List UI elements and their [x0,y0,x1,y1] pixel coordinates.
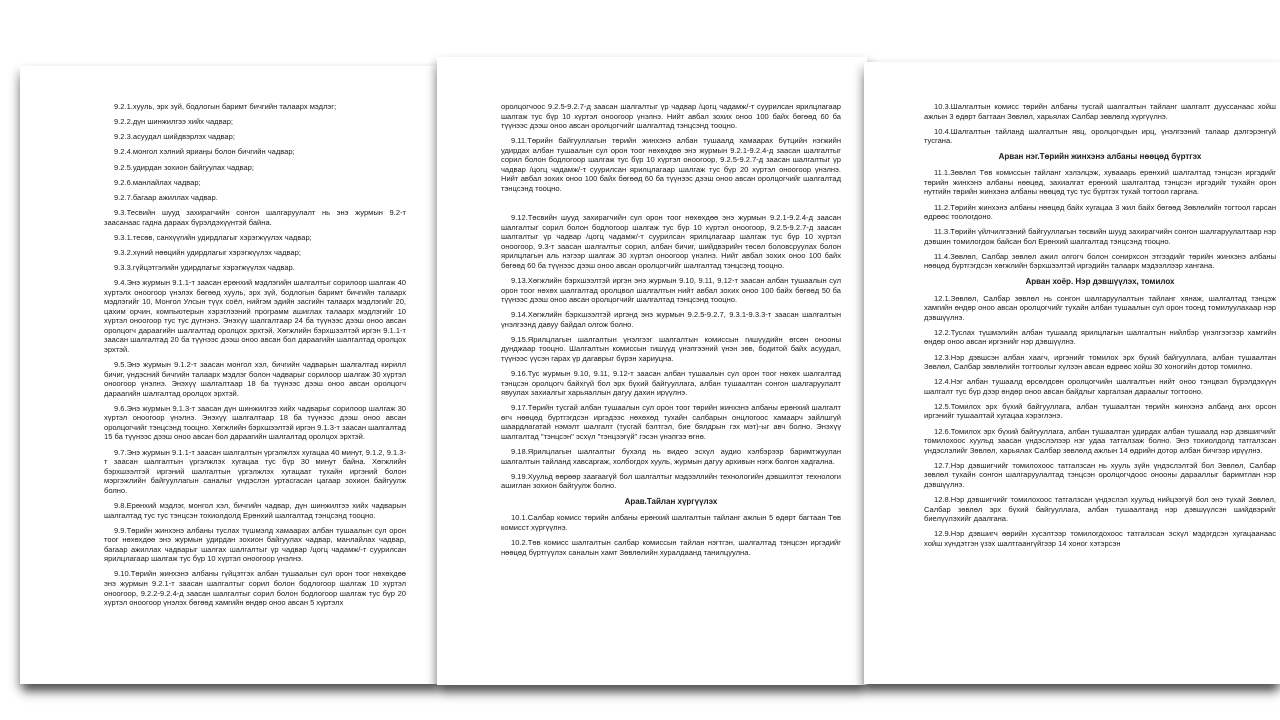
paragraph: 12.8.Нэр дэвшигчийг томилохоос татгалзсан үндэслэл хуульд нийцээгүй бол энэ тухай Зөвлөл, Салбар зөвлөл эрх бүхий байгууллага, албан тушаалтанд нэр дэвшүүлсэн шийдвэрийг биелүүлэхийг даалгана. [924,495,1276,524]
paragraph: 9.3.Тесвийн шууд захирагчийн сонгон шалгаруулалт нь энэ журмын 9.2-т заасанаас гадна дараах бүрэлдэхүүнтэй байна. [104,207,406,227]
paragraph: 9.12.Төсвийн шууд захирагчийн сул орон тоог нөхөхдөө энэ журмын 9.2.1-9.2.4-д заасан шалгалтыг сорил болон бодлогоор шалгаж тус бүр 10 хүртэл оноогоор, 9.2.5-9.2.7-д заасан шалгалтыг үр чадвар /цогц чадамж/-т суурилсан ярилцлагаар шалгаж тус бүр 10 хүртэл оноогоор, 9.3-т заасан шалгалтыг сорил, албан бичиг, шийдвэрийн төсөл боловсруулах болон ярилцлагын аль нэгээр шалгаж 30 хүртэл оноогоор үнэлнэ. Нийт авбал зохих оноо 100 байх бөгөөд 60 ба түүнээс дээш оноо авсан оролцогчийг шалгалтад тэнцсэнд тооцно. [501,213,841,270]
paragraph: 10.3.Шалгалтын комисс төрийн албаны тусгай шалгалтын тайланг шалгалт дууссанаас хойш ажлын 3 өдөрт багтаан Зөвлөл, харьялах Салбар зөвлөлд хүргүүлнэ. [924,102,1276,121]
paragraph-spacer [501,199,841,213]
list-item: 9.2.3.асуудал шийдвэрлэх чадвар; [114,132,235,142]
paragraph: 12.3.Нэр дэвшсэн албан хаагч, иргэнийг томилох эрх бүхий байгууллага, албан тушаалтан Зөвлөл, Салбар зөвлөлийн тогтоолыг хүлээн авсан өдрөөс хойш 30 хоногийн дотор томилно. [924,352,1276,372]
paragraph: 12.1.Зөвлөл, Салбар зөвлөл нь сонгон шалгаруулалтын тайланг хянаж, шалгалтад тэнцэж хамгийн өндөр оноо авсан оролцогчийг тухайн албан тушаалын сул орон тоонд томилуулахаар нэр дэвшүүлнэ. [924,293,1276,322]
paragraph: 10.1.Салбар комисс төрийн албаны ерөнхий шалгалтын тайланг ажлын 5 өдөрт багтаан Төв комисст хүргүүлнэ. [501,513,841,533]
paragraph: 9.15.Ярилцлагын шалгалтын үнэлгээг шалгалтын комиссын гишүүдийн өгсөн онооны дунджаар тооцно. Шалгалтын комиссын гишүүд үнэлгээний үнэн зөв, бодитой байх асуудал, түүнээс үүсэн гарах үр дагаврыг бүрэн хариуцна. [501,334,841,363]
paragraph: 12.9.Нэр дэвшигч өөрийн хүсэлтээр томилогдохоос татгалзсан эсхүл мэдэгдсэн хугацаанаас хойш хүндэтгэн үзэх шалтгаангүйгээр 14 хоног хэтэрсэн [924,529,1276,548]
section-heading: Арван хоёр. Нэр дэвшүүлэх, томилох [1025,277,1175,287]
paragraph: 9.10.Төрийн жинхэнэ албаны гүйцэтгэх албан тушаалын сул орон тоог нөхөхдөө энэ журмын 9.2.1-т заасан шалгалтыг сорил болон бодлогоор шалгаж 10 хүртэл оноогоор, 9.2.2-9.2.4-д заасан шалгалтыг сорил болон бодлогоор шалгаж тус бүр 20 хүртэл оноогоор үнэлэх бөгөөд хамгийн өндөр оноо авсан 5 хүртэлх [104,569,406,608]
list-item: 9.3.2.хүний нөөцийн удирдлагыг хэрэгжүүлэх чадвар; [114,247,301,257]
document-page-2 [437,57,867,685]
paragraph: 11.2.Төрийн жинхэнэ албаны нөөцөд байх хугацаа 3 жил байх бөгөөд Зөвлөлийн тогтоол гарсан өдрөөс тоологдоно. [924,202,1276,222]
paragraph: 9.16.Тус журмын 9.10, 9.11, 9.12-т заасан албан тушаалын сул орон тоог нөхөх шалгалтад тэнцсэн оролцогч байхгүй бол эрх бүхий байгууллага, албан тушаалтан сонгон шалгаруулалт явуулах захиалгыг харьяаллын дагуу дахин ирүүлнэ. [501,369,841,398]
list-item: 9.2.6.манлайлах чадвар; [114,177,201,187]
paragraph: 9.8.Ерөнхий мэдлэг, монгол хэл, бичгийн чадвар, дүн шинжилгээ хийх чадварын шалгалтад тус тус тэнцсэн тохиолдолд Ерөнхий шалгалтад тэнцсэнд тооцно. [104,500,406,520]
paragraph: 9.4.Энэ журмын 9.1.1-т заасан ерөнхий мэдлэгийн шалгалтыг сорилоор шалгаж 40 хүртэлх оноогоор үнэлэх бөгөөд хууль, эрх зүй, бодлогын баримт бичгийн талаарх мэдлэгийг 10, Монгол Улсын түүх соёл, нийгэм эдийн засгийн талаарх мэдлэгийг 20, цахим орчин, компьютерын хэрэглээний программ ашиглах талаарх мэдлэгийг 10 хүртэл оноогоор тус тус дүгнэнэ. Энэхүү шалгалтаар 24 ба түүнээс дээш оноо авсан оролцогч дараагийн шалгалтад оролцох эрхтэй. Хөгжлийн бэрхшээлтэй иргэн 9.1.1-т заасан шалгалтад 20 ба түүнээс дээш оноо авсан бол дараагийн шалгалтад оролцох эрхтэй. [104,278,406,354]
paragraph: 9.9.Төрийн жинхэнэ албаны туслах түшмэлд хамаарах албан тушаалын сул орон тоог нөхөхдөө энэ журмын удирдан зохион байгуулах чадвар, манлайлах чадвар, багаар ажиллах чадварыг шалгах шалгалтыг үр чадвар /цогц чадамж/-т суурилсан ярилцлагаар шалгаж тус бүр 10 хүртэл оноогоор үнэлнэ. [104,525,406,564]
paragraph: 9.17.Төрийн тусгай албан тушаалын сул орон тоог төрийн жинхэнэ албаны ерөнхий шалгалт өгч нөөцөд бүртгэгдсэн иргэдээс нөхөхөд тухайн салбарын онцлогоос хамаарч зайлшгүй шаардлагатай нэмэлт шалгалт (тусгай бэлтгэл, бие бялдрын гэх мэт)-ыг авч болно. Энэхүү шалгалтад "тэнцсэн" эсхүл "тэнцээгүй" гэсэн үнэлгээ өгнө. [501,403,841,442]
paragraph: 9.6.Энэ журмын 9.1.3-т заасан дүн шинжилгээ хийх чадварыг сорилоор шалгаж 30 хүртэл оноогоор үнэлнэ. Энэхүү шалгалтаар 18 ба түүнээс дээш оноо авсан оролцогчийг тэнцсэнд тооцно. Хөгжлийн бэрхшээлтэй иргэн 9.1.3-т заасан шалгалтад 15 ба түүнээс дээш оноо авсан бол дараагийн шалгалтад оролцох эрхтэй. [104,403,406,442]
paragraph: 10.2.Төв комисс шалгалтын салбар комиссын тайлан нэгтгэн, шалгалтад тэнцсэн иргэдийг нөөцөд бүртгүүлэх саналын хамт Зөвлөлийн хуралдаанд танилцуулна. [501,538,841,557]
paragraph: 9.18.Ярилцлагын шалгалтыг бүхэлд нь видео эсхүл аудио хэлбэрээр баримтжуулан шалгалтын тайланд хавсаргаж, холбогдох хууль, журмын дагуу архивын нэгж болгон хадгална. [501,447,841,466]
paragraph: 12.2.Туслах түшмэлийн албан тушаалд ярилцлагын шалгалтын нийлбэр үнэлгээгээр хамгийн өндөр оноо авсан иргэнийг нэр дэвшүүлнэ. [924,327,1276,347]
paragraph: оролцогчоос 9.2.5-9.2.7-д заасан шалгалтыг үр чадвар /цогц чадамж/-т суурилсан ярилцлагаар шалгаж тус бүр 10 хүртэл оноогоор үнэлнэ. Нийт авбал зохих оноо 100 байх бөгөөд 60 ба түүнээс дээш оноо авсан оролцогчийг шалгалтад тэнцсэнд тооцно. [501,102,841,131]
list-item: 9.3.3.гүйцэтгэлийн удирдлагыг хэрэгжүүлэх чадвар. [114,262,295,272]
list-item: 9.2.1.хууль, эрх зүй, бодлогын баримт бичгийн талаарх мэдлэг; [114,102,337,111]
list-item: 9.2.7.багаар ажиллах чадвар. [114,192,218,202]
document-page-3 [864,62,1280,684]
paragraph: 11.3.Төрийн үйлчилгээний байгууллагын төсвийн шууд захирагчийн сонгон шалгаруулалтаар нэр дэвшин томилогдож байсан бол Ерөнхий шалгалтад тэнцсэнд тооцно. [924,227,1276,246]
list-item: 9.2.2.дүн шинжилгээ хийх чадвар; [114,117,234,127]
paragraph: 9.14.Хөгжлийн бэрхшээлтэй иргэнд энэ журмын 9.2.5-9.2.7, 9.3.1-9.3.3-т заасан шалгалтын үнэлгээнд давуу байдал олгож болно. [501,310,841,329]
paragraph: 12.7.Нэр дэвшигчийг томилохоос татгалзсан нь хууль зүйн үндэслэлтэй бол Зөвлөл, Салбар зөвлөл тухайн сонгон шалгаруулалтад тэнцсэн оролцогчдоос онооны дарааллыг баримтлан нэр дэвшүүлнэ. [924,460,1276,489]
section-heading: Арав.Тайлан хүргүүлэх [624,496,718,506]
paragraph: 12.4.Нэг албан тушаалд өрсөлдсөн оролцогчийн шалгалтын нийт оноо тэнцвэл бүрэлдэхүүн шалгалт тус бүр дээр өндөр оноо авсан байдлыг харгалзан дараалыг тогтооно. [924,377,1276,396]
paragraph: 9.5.Энэ журмын 9.1.2-т заасан монгол хэл, бичгийн чадварын шалгалтад кирилл бичиг, үндэсний бичгийн талаарх мэдлэг болон чадварыг сорилоор шалгаж 30 хүртэл оноогоор үнэлнэ. Энэхүү шалгалтаар 18 ба түүнээс дээш оноо авсан оролцогч дараагийн шалгалтад оролцох эрхтэй. [104,360,406,398]
section-heading: Арван нэг.Төрийн жинхэнэ албаны нөөцөд бүртгэх [998,151,1202,161]
paragraph: 11.4.Зөвлөл, Салбар зөвлөл ажил олгогч болон сонирхсон этгээдийг төрийн жинхэнэ албаны нөөцөд бүртгэгдсэн хөгжлийн бэрхшээлтэй иргэдийн талаарх мэдээллээр хангана. [924,251,1276,271]
paragraph: 11.1.Зөвлөл Төв комиссын тайланг хэлэлцэж, хувааарь ерөнхий шалгалтад тэнцсэн иргэдийг төрийн жинхэнэ албаны нөөцөд, захиалгат ерөнхий шалгалтад тэнцсэн иргэдийг тухайн орон нутгийн төрийн жинхэнэ албаны нөөцөд тус тус бүртгэх тухай тогтоол гаргана. [924,168,1276,197]
paragraph: 9.7.Энэ журмын 9.1.1-т заасан шалгалтын үргэлжлэх хугацаа 40 минут, 9.1.2, 9.1.3-т заасан шалгалтын үргэлжлэх хугацаа тус бүр 30 минут байна. Хөгжлийн бэрхшээлтэй иргэний шалгалтын үргэлжлэх хугацаат тухайн иргэний болон мэргэжлийн байгууллагын саналыг үндэслэн уртасгасан цагаар зохион байгуулж болно. [104,447,406,495]
list-item: 9.3.1.тесөв, санхүүгийн удирдлагыг хэрэгжүүлэх чадвар; [114,232,312,242]
paragraph: 12.6.Томилох эрх бүхий байгууллага, албан тушаалтан удирдах албан тушаалд нэр дэвшигчийг томилохоос хуульд заасан үндэслэлээр нэг удаа татгалзаж болно. Энэ тохиолдолд татгалзсан үндэслэлийг Зөвлөл, харьялах Салбар зөвлөлд ажлын 14 өдрийн дотор албан бичгээр ирүүлнэ. [924,426,1276,455]
paragraph: 10.4.Шалгалтын тайланд шалгалтын явц, оролцогчдын ирц, үнэлгээний талаар дэлгэрэнгүй тусгана. [924,126,1276,146]
list-item: 9.2.4.монгол хэлний яриаңы болон бичгийн чадвар; [114,147,295,157]
paragraph: 12.5.Томилох эрх бүхий байгууллага, албан тушаалтан төрийн жинхэнэ албанд анх орсон иргэнийг тушаалтай хугацаа хэрэглэнэ. [924,401,1276,421]
paragraph: 9.13.Хөгжлийн бэрхшээлтэй иргэн энэ журмын 9.10, 9.11, 9.12-т заасан албан тушаалын сул орон тоог нөхөх шалгалтад оролцвол шалгалтын нийт авбал зохих оноо 100 байх бөгөөд 50 ба түүнээс дээш оноо авсан оролцогчийг шалгалтад тэнцсэнд тооцно. [501,275,841,305]
paragraph: 9.11.Төрийн байгууллагын төрийн жинхэнэ албан тушаалд хамаарах бүтцийн нэгжийн удирдах албан тушаалын сул орон тоог нөхөхдөө энэ журмын 9.2.1-9.2.4-д заасан шалгалтыг сорил болон бодлогоор шалгаж тус бүр 10 хүртэл оноогоор, 9.2.5-9.2.7-д заасан шалгалтыг үр чадвар /цогц чадамж/-т суурилсан ярилцлагаар шалгаж тус бүр 20 хүртэл оноогоор үнэлнэ. Нийт авбал зохих оноо 100 байх бөгөөд 60 ба түүнээс дээш оноо авсан оролцогчийг шалгалтад тэнцсэнд тооцно. [501,136,841,193]
document-page-1 [20,66,440,684]
list-item: 9.2.5.удирдан зохион байгуулах чадвар; [114,162,254,172]
paragraph: 9.19.Хуульд өөрөөр заагаагүй бол шалгалтыг мэдээллийн технологийн дэвшилтэт технологи ашиглан зохион байгуулж болно. [501,471,841,491]
